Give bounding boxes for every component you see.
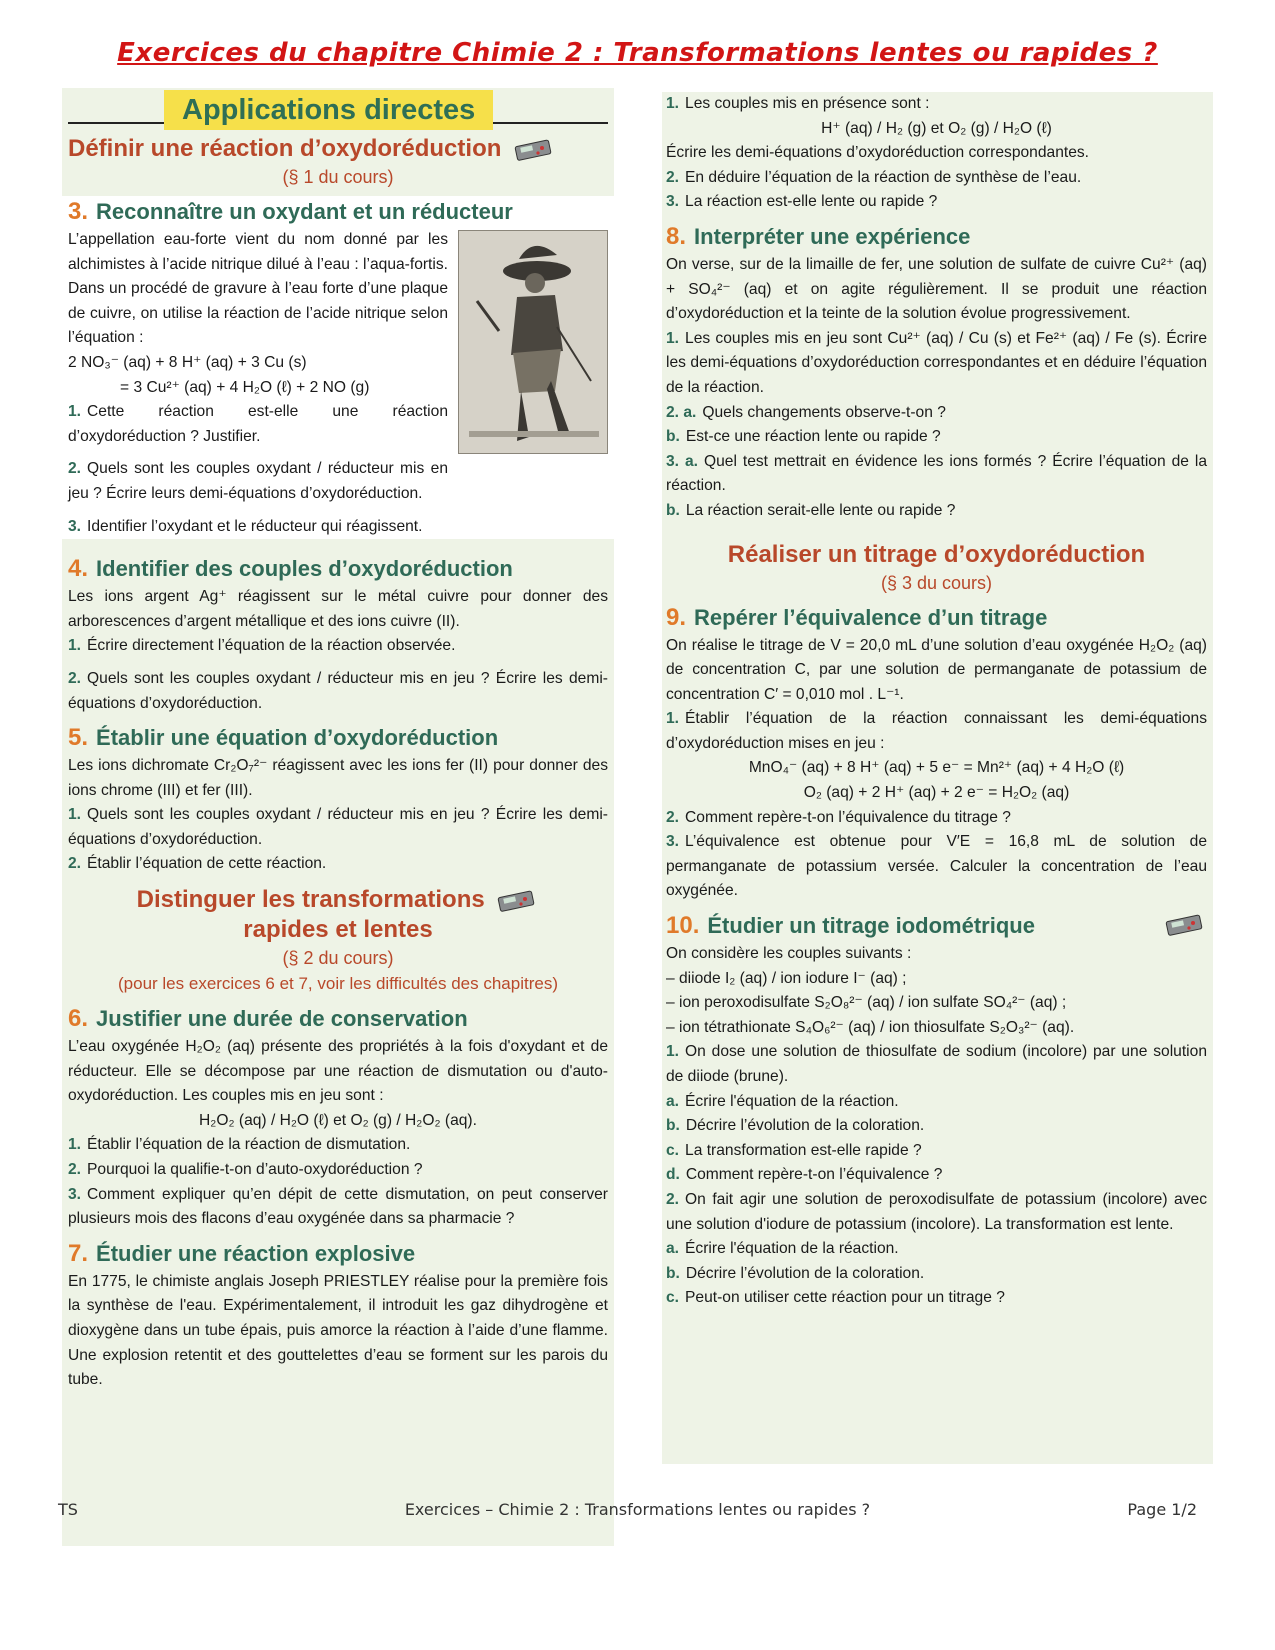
page-title: Exercices du chapitre Chimie 2 : Transformations lentes ou rapides ? <box>117 38 1158 68</box>
right-column <box>662 92 1213 1464</box>
engraving-illustration <box>458 230 608 454</box>
question-text: Décrire l’évolution de la coloration. <box>685 1117 925 1135</box>
question-1 <box>666 92 1207 117</box>
exercise-4 <box>68 553 608 716</box>
exercise-number: 4. <box>68 555 89 583</box>
exercise-10-intro: On considère les couples suivants : <box>666 945 912 963</box>
section-2-title-line-2: rapides et lentes <box>243 916 433 944</box>
question-3 <box>68 1183 608 1232</box>
question-number: 2. <box>666 168 680 186</box>
exercise-8 <box>666 221 1207 524</box>
question-3 <box>68 515 608 540</box>
question-text: La réaction est-elle lente ou rapide ? <box>685 193 938 211</box>
question-text: Identifier l’oxydant et le réducteur qui réagissent. <box>87 517 423 535</box>
couple-1: – diiode I₂ (aq) / ion iodure I⁻ (aq) ; <box>666 969 907 987</box>
question-3 <box>666 190 1207 215</box>
exercise-number: 7. <box>68 1239 89 1267</box>
section-2-note: (pour les exercices 6 et 7, voir les difficultés des chapitres) <box>118 974 558 994</box>
question-text: Établir l’équation de cette réaction. <box>87 855 327 873</box>
exercise-title: Justifier une durée de conservation <box>96 1006 468 1032</box>
exercise-3-intro: L’appellation eau-forte vient du nom donné par les alchimistes à l’acide nitrique dilué à l’eau : l’aqua-fortis. Dans un procédé de gravure à l’eau forte d’une plaque de cuivre, on utilise la réaction de l’acide nitrique selon l’équation : <box>68 231 448 347</box>
footer-class-label: TS <box>58 1500 78 1519</box>
question-text: Peut-on utiliser cette réaction pour un titrage ? <box>685 1289 1005 1307</box>
question-number: 2. <box>68 1161 82 1179</box>
exercise-10 <box>666 910 1207 1311</box>
question-number: d. <box>666 1166 680 1184</box>
banner-area <box>68 88 608 134</box>
question-3b <box>666 499 1207 524</box>
exercise-number: 9. <box>666 603 687 631</box>
question-2 <box>666 1188 1207 1237</box>
half-equation-2: O₂ (aq) + 2 H⁺ (aq) + 2 e⁻ = H₂O₂ (aq) <box>803 784 1070 802</box>
question-text: Comment repère-t-on l’équivalence du titrage ? <box>685 808 1011 826</box>
question-text: Comment repère-t-on l’équivalence ? <box>685 1166 943 1184</box>
question-text: Établir l’équation de la réaction connaissant les demi-équations d’oxydoréduction mises en jeu : <box>666 710 1207 752</box>
exercise-7-heading <box>68 1238 608 1270</box>
question-text: En déduire l’équation de la réaction de synthèse de l’eau. <box>685 168 1082 186</box>
question-text: La transformation est-elle rapide ? <box>685 1141 922 1159</box>
exercise-title: Identifier des couples d’oxydoréduction <box>96 556 513 582</box>
exercise-8-heading <box>666 221 1207 253</box>
exercise-4-intro: Les ions argent Ag⁺ réagissent sur le métal cuivre pour donner des arborescences d’argent métallique et des ions cuivre (II). <box>68 588 608 630</box>
exercise-number: 10. <box>666 912 700 940</box>
section-3-ref: (§ 3 du cours) <box>880 572 993 593</box>
question-1-continued: Écrire les demi-équations d’oxydoréduction correspondantes. <box>666 144 1089 162</box>
question-text: Est-ce une réaction lente ou rapide ? <box>685 428 941 446</box>
exercise-6-equation: H₂O₂ (aq) / H₂O (ℓ) et O₂ (g) / H₂O₂ (aq). <box>199 1111 477 1129</box>
question-3 <box>666 830 1207 904</box>
question-number: 3. a. <box>666 452 698 470</box>
question-text: L’équivalence est obtenue pour V′E = 16,8 mL de solution de permanganate de potassium versée. Calculer la concentration de l’eau oxygénée. <box>666 833 1207 900</box>
exercise-7 <box>68 1238 608 1393</box>
question-number: 1. <box>666 329 680 347</box>
question-number: 2. <box>666 808 680 826</box>
half-equation-1: MnO₄⁻ (aq) + 8 H⁺ (aq) + 5 e⁻ = Mn²⁺ (aq) + 4 H₂O (ℓ) <box>748 759 1125 777</box>
question-number: c. <box>666 1141 680 1159</box>
exercise-title: Établir une équation d’oxydoréduction <box>96 725 499 751</box>
question-1c <box>666 1139 1207 1164</box>
exercise-3-heading <box>68 196 608 228</box>
question-number: b. <box>666 428 680 446</box>
question-text: Quels changements observe-t-on ? <box>702 403 946 421</box>
question-text: Comment expliquer qu’en dépit de cette dismutation, on peut conserver plusieurs mois des flacons d’eau oxygénée dans sa pharmacie ? <box>68 1185 608 1228</box>
question-2 <box>666 166 1207 191</box>
exercise-5-heading <box>68 722 608 754</box>
couples-equation: H⁺ (aq) / H₂ (g) et O₂ (g) / H₂O (ℓ) <box>821 119 1052 137</box>
section-1-title-text: Définir une réaction d’oxydoréduction <box>68 135 502 162</box>
exercise-title: Étudier une réaction explosive <box>96 1240 416 1266</box>
question-1 <box>666 707 1207 756</box>
question-1 <box>666 327 1207 401</box>
question-number: b. <box>666 501 680 519</box>
question-text: On dose une solution de thiosulfate de sodium (incolore) par une solution de diiode (brune). <box>666 1043 1207 1085</box>
exercise-7-continued <box>666 92 1207 215</box>
section-3-title: Réaliser un titrage d’oxydoréduction <box>727 540 1146 568</box>
question-text: Cette réaction est-elle une réaction d’oxydoréduction ? Justifier. <box>68 403 448 445</box>
exercise-3 <box>62 196 614 539</box>
question-number: 1. <box>666 1043 680 1061</box>
footer-title: Exercices – Chimie 2 : Transformations lentes ou rapides ? <box>404 1500 871 1519</box>
question-number: b. <box>666 1117 680 1135</box>
calculator-icon <box>495 890 539 912</box>
question-1b <box>666 1114 1207 1139</box>
exercise-9 <box>666 602 1207 905</box>
exercise-title: Reconnaître un oxydant et un réducteur <box>96 199 513 224</box>
question-number: 2. a. <box>666 403 697 421</box>
question-1d <box>666 1163 1207 1188</box>
question-text: Pourquoi la qualifie-t-on d’auto-oxydoréduction ? <box>87 1161 423 1179</box>
question-number: a. <box>666 1092 680 1110</box>
question-number: 2. <box>666 1190 680 1208</box>
question-number: 1. <box>68 806 82 824</box>
question-2 <box>68 1158 608 1183</box>
question-text: Quel test mettrait en évidence les ions formés ? Écrire l’équation de la réaction. <box>666 452 1208 495</box>
question-number: 2. <box>68 855 82 873</box>
question-number: 3. <box>666 193 680 211</box>
question-number: 1. <box>68 1136 82 1154</box>
section-2-ref: (§ 2 du cours) <box>282 948 394 969</box>
question-text: On fait agir une solution de peroxodisulfate de potassium (incolore) avec une solution d'iodure de potassium (incolore). La transformation est lente. <box>666 1190 1207 1233</box>
exercise-7-intro: En 1775, le chimiste anglais Joseph PRIESTLEY réalise pour la première fois la synthèse de l'eau. Expérimentalement, il introduit les gaz dihydrogène et dioxygène dans un tube épais, puis amorce la réaction à l’aide d’une flamme. Une explosion retentit et des gouttelettes d’eau se forment sur les parois du tube. <box>68 1272 608 1389</box>
exercise-8-intro: On verse, sur de la limaille de fer, une solution de sulfate de cuivre Cu²⁺ (aq) + SO₄²⁻ (aq) et on agite régulièrement. Il se produit une réaction d’oxydoréduction et la teinte de la solution évolue progressivement. <box>666 255 1207 323</box>
question-number: 1. <box>68 637 82 655</box>
question-text: Décrire l’évolution de la coloration. <box>685 1264 925 1282</box>
question-number: 1. <box>68 403 82 421</box>
question-2 <box>68 852 608 877</box>
question-number: b. <box>666 1264 680 1282</box>
question-number: a. <box>666 1240 680 1258</box>
exercise-number: 6. <box>68 1005 89 1033</box>
question-1 <box>68 634 608 659</box>
question-number: c. <box>666 1289 680 1307</box>
calculator-icon <box>512 139 556 161</box>
applications-banner: Applications directes <box>164 90 493 130</box>
question-text: Écrire directement l’équation de la réaction observée. <box>87 637 456 655</box>
question-2c <box>666 1286 1207 1311</box>
question-text: Quels sont les couples oxydant / réducteur mis en jeu ? Écrire les demi-équations d’oxydoréduction. <box>68 806 608 848</box>
exercise-6-heading <box>68 1003 608 1035</box>
question-text: Les couples mis en présence sont : <box>685 95 930 112</box>
couple-2: – ion peroxodisulfate S₂O₈²⁻ (aq) / ion sulfate SO₄²⁻ (aq) ; <box>666 994 1067 1012</box>
question-text: La réaction serait-elle lente ou rapide ? <box>685 501 956 519</box>
question-1a <box>666 1090 1207 1115</box>
question-number: 3. <box>68 517 82 535</box>
question-text: Quels sont les couples oxydant / réducteur mis en jeu ? Écrire les demi-équations d’oxydoréduction. <box>68 669 608 712</box>
exercise-title: Interpréter une expérience <box>694 223 971 249</box>
question-text: Les couples mis en jeu sont Cu²⁺ (aq) / Cu (s) et Fe²⁺ (aq) / Fe (s). Écrire les demi-équations d’oxydoréduction correspondantes et en déduire l’équation de la réaction. <box>666 329 1207 396</box>
exercise-title: Repérer l’équivalence d’un titrage <box>694 604 1048 630</box>
question-number: 1. <box>666 95 680 112</box>
question-text: Écrire l'équation de la réaction. <box>685 1240 899 1258</box>
couple-3: – ion tétrathionate S₄O₆²⁻ (aq) / ion thiosulfate S₂O₃²⁻ (aq). <box>666 1018 1075 1036</box>
exercise-10-heading <box>666 910 1207 942</box>
question-1 <box>68 1133 608 1158</box>
equation-line-1: 2 NO₃⁻ (aq) + 8 H⁺ (aq) + 3 Cu (s) <box>68 353 307 371</box>
exercise-number: 3. <box>68 198 89 225</box>
exercise-number: 8. <box>666 222 687 250</box>
question-2a <box>666 1237 1207 1262</box>
question-2a <box>666 401 1207 426</box>
question-2b <box>666 425 1207 450</box>
section-1-title <box>68 134 608 164</box>
question-2 <box>68 457 608 506</box>
section-2-title-line-1: Distinguer les transformations <box>136 886 485 914</box>
question-number: 2. <box>68 460 82 478</box>
section-1-ref: (§ 1 du cours) <box>282 167 394 187</box>
question-2 <box>68 667 608 716</box>
exercise-6-intro: L’eau oxygénée H₂O₂ (aq) présente des propriétés à la fois d'oxydant et de réducteur. Elle se décompose par une réaction de dismutation ou d'auto-oxydoréduction. Les couples mis en jeu sont : <box>68 1038 608 1105</box>
exercise-5 <box>68 722 608 877</box>
exercise-6 <box>68 1003 608 1232</box>
question-text: Quels sont les couples oxydant / réducteur mis en jeu ? Écrire leurs demi-équations d’oxydoréduction. <box>68 460 448 502</box>
exercise-4-heading <box>68 553 608 585</box>
question-number: 3. <box>68 1185 82 1203</box>
exercise-9-heading <box>666 602 1207 634</box>
question-3a <box>666 450 1207 499</box>
section-2-title <box>68 885 608 915</box>
equation-line-2: = 3 Cu²⁺ (aq) + 4 H₂O (ℓ) + 2 NO (g) <box>120 378 370 396</box>
question-number: 3. <box>666 833 680 851</box>
question-number: 1. <box>666 710 680 728</box>
question-1 <box>666 1040 1207 1089</box>
question-2 <box>666 806 1207 831</box>
exercise-5-intro: Les ions dichromate Cr₂O₇²⁻ réagissent avec les ions fer (II) pour donner des ions chrome (III) et fer (III). <box>68 757 608 799</box>
question-1 <box>68 803 608 852</box>
exercise-number: 5. <box>68 724 89 752</box>
calculator-icon <box>1163 914 1207 936</box>
exercise-9-intro: On réalise le titrage de V = 20,0 mL d’une solution d’eau oxygénée H₂O₂ (aq) de concentration C, par une solution de permanganate de potassium de concentration C′ = 0,010 mol . L⁻¹. <box>666 636 1207 703</box>
question-text: Écrire l'équation de la réaction. <box>685 1092 899 1110</box>
left-column <box>62 88 614 1546</box>
exercise-title: Étudier un titrage iodométrique <box>707 913 1035 939</box>
question-2b <box>666 1262 1207 1287</box>
question-number: 2. <box>68 669 82 687</box>
question-text: Établir l’équation de la réaction de dismutation. <box>87 1136 411 1154</box>
footer-page-number: Page 1/2 <box>1127 1500 1197 1519</box>
